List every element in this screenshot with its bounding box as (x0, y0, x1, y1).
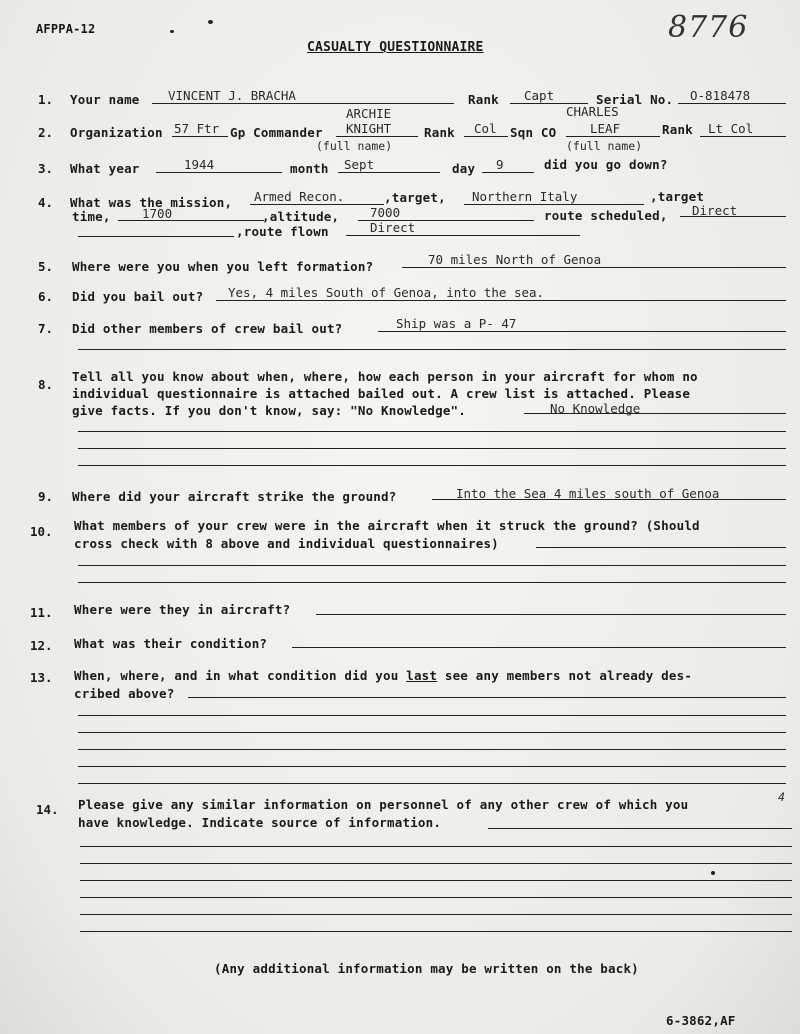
q10-blank-line (78, 565, 786, 566)
q4-mission-label: What was the mission, (70, 195, 233, 210)
q7-line (378, 331, 786, 332)
ink-speck (711, 871, 715, 875)
q6-number: 6. (38, 289, 54, 304)
q4-mission-line (250, 204, 384, 205)
q12-number: 12. (30, 638, 53, 653)
q3-month-line (338, 172, 440, 173)
q14-number: 14. (36, 802, 59, 817)
q8-blank-line (78, 448, 786, 449)
ink-speck (170, 30, 174, 33)
q6-value: Yes, 4 miles South of Genoa, into the sea. (228, 285, 545, 300)
q4-target-line (464, 204, 644, 205)
q9-number: 9. (38, 489, 54, 504)
q13-blank-line (78, 715, 786, 716)
q2-org-label: Organization (70, 125, 163, 140)
q4-target-value: Northern Italy (472, 189, 578, 204)
q14-margin-mark: 4 (778, 790, 785, 804)
q11-label: Where were they in aircraft? (74, 602, 291, 617)
q6-label: Did you bail out? (72, 289, 204, 304)
q8-number: 8. (38, 377, 54, 392)
q12-label: What was their condition? (74, 636, 268, 651)
q3-day-label: day (452, 161, 476, 176)
q8-line2: individual questionnaire is attached bailed out. A crew list is attached. Please (72, 386, 691, 401)
q14-answer-line (488, 828, 792, 829)
q13-line1-a: When, where, and in what condition did you (74, 668, 399, 683)
q3-year-line (156, 172, 282, 173)
q4-number: 4. (38, 195, 54, 210)
q2-org-value: 57 Ftr (174, 121, 220, 136)
q4-time-line (118, 220, 264, 221)
q4-mission-value: Armed Recon. (254, 189, 345, 204)
q4-altitude-label: ,altitude, (262, 209, 340, 224)
q4-time-value: 1700 (142, 206, 173, 221)
q14-blank-line (80, 863, 792, 864)
q12-line (292, 647, 786, 648)
q9-value: Into the Sea 4 miles south of Genoa (456, 486, 720, 501)
q2-gp-commander-label: Gp Commander (230, 125, 323, 140)
q11-line (316, 614, 786, 615)
q4-route-scheduled-label: route scheduled, (544, 208, 668, 223)
q14-blank-line (80, 897, 792, 898)
q14-line2: have knowledge. Indicate source of information. (78, 815, 442, 830)
q5-label: Where were you when you left formation? (72, 259, 374, 274)
q1-rank-label: Rank (468, 92, 499, 107)
q5-line (402, 267, 786, 268)
q1-name-value: VINCENT J. BRACHA (168, 88, 296, 103)
q13-number: 13. (30, 670, 53, 685)
q7-value: Ship was a P- 47 (396, 316, 517, 331)
q2-sqn-co-line (566, 136, 660, 137)
q13-line1-b: see any members not already des- (444, 668, 693, 683)
q13-line2: cribed above? (74, 686, 175, 701)
q2-full-name-note-2: (full name) (566, 139, 643, 153)
q8-blank-line (78, 431, 786, 432)
q2-commander-first: ARCHIE (346, 106, 392, 121)
q4-target-label: ,target, (384, 190, 446, 205)
q2-number: 2. (38, 125, 54, 140)
q4-route-scheduled-line (680, 216, 786, 217)
q14-blank-line (80, 880, 792, 881)
q11-number: 11. (30, 605, 53, 620)
q3-day-line (482, 172, 534, 173)
q9-line (432, 499, 786, 500)
form-number: 6-3862,AF (666, 1013, 736, 1028)
q8-line3: give facts. If you don't know, say: "No Knowledge". (72, 403, 467, 418)
q1-name-label: Your name (70, 92, 140, 107)
form-id: AFPPA-12 (36, 22, 96, 36)
q8-blank-line (78, 465, 786, 466)
q10-line2: cross check with 8 above and individual questionnaires) (74, 536, 499, 551)
q10-line1: What members of your crew were in the aircraft when it struck the ground? (Should (74, 518, 700, 533)
q4-altitude-value: 7000 (370, 205, 401, 220)
q3-year-label: What year (70, 161, 140, 176)
q3-month-label: month (290, 161, 329, 176)
q2-sqn-co-last: LEAF (590, 121, 621, 136)
q2-sqn-co-label: Sqn CO (510, 125, 557, 140)
q4-route-scheduled-value: Direct (692, 203, 738, 218)
q13-answer-line (188, 697, 786, 698)
q7-number: 7. (38, 321, 54, 336)
q2-full-name-note: (full name) (316, 139, 393, 153)
q1-rank-value: Capt (524, 88, 555, 103)
q1-serial-line (678, 103, 786, 104)
q2-sqn-co-first: CHARLES (566, 104, 619, 119)
q8-value: No Knowledge (550, 401, 641, 416)
q14-blank-line (80, 914, 792, 915)
q9-label: Where did your aircraft strike the ground? (72, 489, 397, 504)
footer-note: (Any additional information may be written on the back) (214, 961, 639, 976)
q2-commander-line (336, 136, 418, 137)
q7-label: Did other members of crew bail out? (72, 321, 343, 336)
q10-number: 10. (30, 524, 53, 539)
q13-blank-line (78, 732, 786, 733)
q4-route-flown-line (346, 235, 580, 236)
q3-year-value: 1944 (184, 157, 215, 172)
q4-route-flown-label: ,route flown (236, 224, 329, 239)
q2-sqn-co-rank-line (700, 136, 786, 137)
q13-blank-line (78, 783, 786, 784)
page-title: CASUALTY QUESTIONNAIRE (307, 40, 484, 55)
q14-blank-line (80, 846, 792, 847)
q13-line1 (74, 668, 692, 683)
q1-name-line (152, 103, 454, 104)
handwritten-file-number: 8776 (668, 10, 749, 45)
q3-down-label: did you go down? (544, 157, 668, 172)
ink-speck (208, 20, 213, 24)
q13-line1-underlined: last (406, 668, 438, 683)
q2-rank-label: Rank (424, 125, 455, 140)
q3-day-value: 9 (496, 157, 504, 172)
q8-line1: Tell all you know about when, where, how each person in your aircraft for whom no (72, 369, 698, 384)
q14-blank-line (80, 931, 792, 932)
q7-blank-line (78, 349, 786, 350)
q2-commander-rank-line (464, 136, 508, 137)
q3-month-value: Sept (344, 157, 375, 172)
q2-sqn-co-rank: Lt Col (708, 121, 754, 136)
q2-commander-rank: Col (474, 121, 497, 136)
q2-org-line (172, 136, 228, 137)
q8-answer-line (524, 413, 786, 414)
q4-route-flown-value: Direct (370, 220, 416, 235)
q5-value: 70 miles North of Genoa (428, 252, 602, 267)
q13-blank-line (78, 749, 786, 750)
q4-route-blank-line (78, 236, 234, 237)
q10-blank-line (78, 582, 786, 583)
q10-answer-line (536, 547, 786, 548)
q14-line1: Please give any similar information on personnel of any other crew of which you (78, 797, 689, 812)
q5-number: 5. (38, 259, 54, 274)
q1-serial-label: Serial No. (596, 92, 674, 107)
q13-blank-line (78, 766, 786, 767)
q1-number: 1. (38, 92, 54, 107)
q6-line (216, 300, 786, 301)
q1-serial-value: O-818478 (690, 88, 751, 103)
q4-target-time-label: ,target (650, 189, 705, 204)
q2-commander-last: KNIGHT (346, 121, 392, 136)
q4-time-label: time, (72, 209, 111, 224)
q2-rank-label-2: Rank (662, 122, 693, 137)
q3-number: 3. (38, 161, 54, 176)
